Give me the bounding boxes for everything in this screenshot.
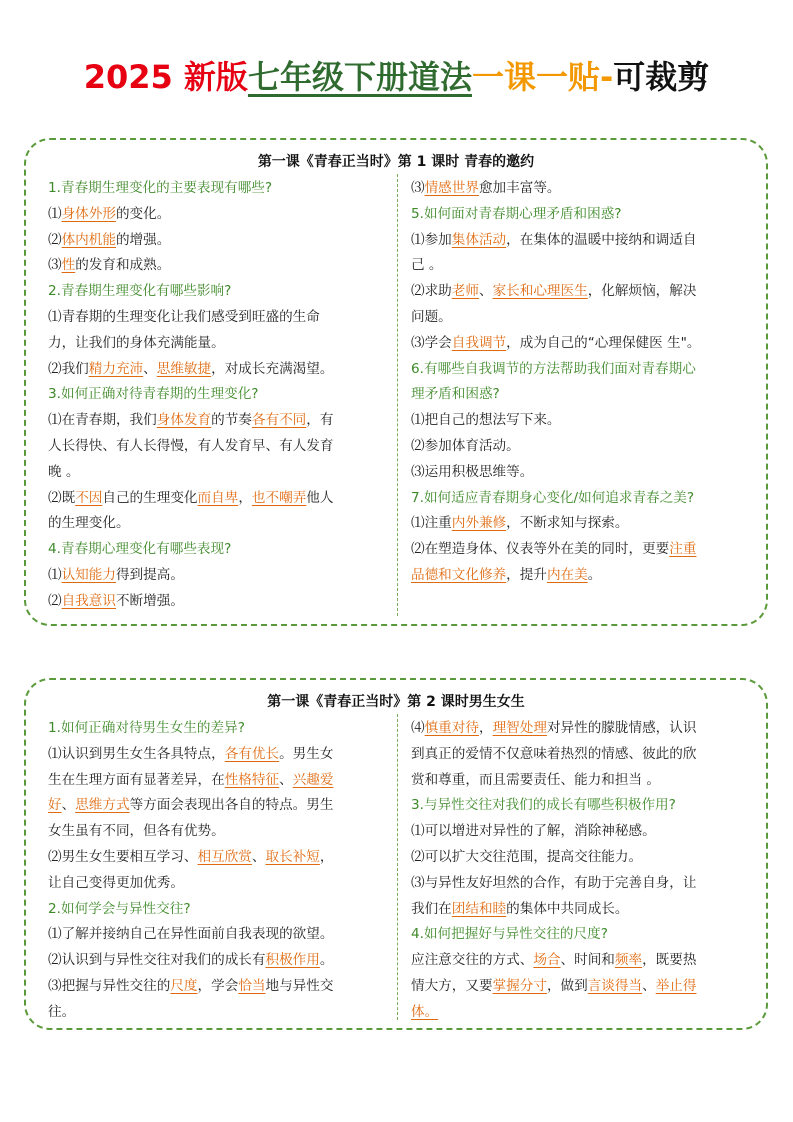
text-line (48, 1000, 398, 1026)
text-line (411, 408, 759, 434)
question-heading: 3.与异性交往对我们的成长有哪些积极作用? (411, 797, 676, 814)
text-line (411, 460, 759, 486)
key-term: 尺度 (170, 977, 198, 994)
text-segment: ，对成长充满渴望。 (211, 360, 334, 377)
text-segment: 人长得快、有人长得慢，有人发育早、有人发育 (48, 437, 334, 454)
key-term: 积极作用 (265, 952, 320, 969)
title-series: 一课一贴- (471, 58, 614, 96)
key-term: 掌握分寸 (492, 977, 547, 994)
text-line (48, 460, 398, 486)
text-segment: ，做到 (546, 977, 588, 994)
text-segment: ⑴ (48, 566, 62, 583)
key-term: 思维敏捷 (156, 360, 212, 377)
key-term: 身体外形 (61, 205, 116, 222)
key-term: 体。 (411, 1003, 439, 1020)
text-segment: 、 (279, 771, 293, 788)
text-line (48, 742, 398, 768)
text-line (411, 716, 759, 742)
text-segment: ， (319, 848, 334, 865)
text-segment: ，既要热 (642, 952, 697, 969)
text-segment: 自己的生理变化 (102, 489, 198, 506)
right-column (411, 716, 759, 1026)
text-line (48, 819, 398, 845)
text-segment: 对异性的朦胧情感，认识 (546, 720, 697, 736)
text-segment: ⑶把握与异性交往的 (48, 977, 171, 994)
text-segment: ⑶运用积极思维等。 (411, 463, 534, 480)
text-line (48, 511, 398, 537)
text-line (48, 253, 398, 279)
question-heading: 1.青春期生理变化的主要表现有哪些? (48, 180, 273, 196)
text-segment: 往。 (48, 1003, 76, 1020)
lesson-card-title: 第一课《青春正当时》第 1 课时 青春的邀约 (257, 154, 535, 170)
text-line (411, 486, 759, 512)
key-term: 认知能力 (61, 566, 116, 583)
text-segment: 应注意交往的方式、 (411, 952, 534, 969)
text-segment: ⑶与异性友好坦然的合作，有助于完善自身，让 (411, 874, 697, 891)
text-segment: 。男生女 (279, 745, 334, 762)
text-segment: 等方面会表现出各自的特点。男生 (129, 797, 334, 814)
key-term: 举止得 (655, 977, 697, 994)
key-term: 慎重对待 (424, 720, 479, 736)
text-line (48, 716, 398, 742)
text-line (48, 871, 398, 897)
text-segment: 、 (478, 283, 493, 300)
text-line (411, 922, 759, 948)
question-heading: 2.如何学会与异性交往? (48, 900, 191, 917)
key-term: 性 (61, 257, 76, 274)
text-line (48, 768, 398, 794)
text-segment: ⑴可以增进对异性的了解，消除神秘感。 (411, 823, 656, 840)
text-segment: ⑵可以扩大交往范围，提高交往能力。 (411, 848, 643, 865)
text-segment: 情大方，又要 (411, 977, 493, 994)
text-line (48, 563, 398, 589)
text-line (411, 897, 759, 923)
text-line (411, 305, 759, 331)
text-line (411, 768, 759, 794)
text-segment: ⑴青春期的生理变化让我们感受到旺盛的生命 (48, 308, 320, 325)
text-segment: 的变化。 (115, 205, 171, 222)
text-line (411, 202, 759, 228)
text-line (48, 922, 398, 948)
text-line (48, 948, 398, 974)
text-segment: ⑴了解并接纳自己在异性面前自我表现的欲望。 (48, 926, 334, 943)
left-column (48, 176, 398, 615)
text-line (48, 228, 398, 254)
text-line (48, 486, 398, 512)
text-segment: 地与异性交 (265, 977, 334, 994)
text-segment: 赏和尊重，而且需要责任、能力和担当 。 (411, 771, 661, 788)
lesson-card-title: 第一课《青春正当时》第 2 课时男生女生 (267, 694, 525, 710)
key-term: 自我调节 (451, 334, 507, 351)
text-segment: 的生理变化。 (48, 515, 130, 532)
text-segment: 、 (642, 977, 656, 994)
text-line (411, 253, 759, 279)
text-segment: 、 (61, 797, 76, 814)
key-term: 集体活动 (451, 231, 507, 248)
key-term: 自我意识 (61, 592, 116, 609)
text-segment: 不断增强。 (115, 592, 184, 609)
text-segment: ，提升 (506, 566, 547, 583)
question-heading: 7.如何适应青春期身心变化/如何追求青春之美? (411, 489, 695, 506)
text-segment: 己 。 (411, 257, 443, 274)
key-term: 好 (48, 797, 62, 814)
right-column (411, 176, 759, 589)
text-segment: 让自己变得更加优秀。 (48, 874, 184, 891)
key-term: 相互欣赏 (197, 848, 252, 865)
text-line (48, 382, 398, 408)
text-line (48, 589, 398, 615)
key-term: 品德和文化修养 (411, 566, 507, 583)
title-year-edition: 2025 新版 (83, 58, 248, 96)
text-line (411, 793, 759, 819)
key-term: 场合 (533, 952, 561, 969)
text-line (48, 434, 398, 460)
text-segment: 、时间和 (560, 952, 615, 969)
key-term: 也不嘲弄 (251, 489, 307, 506)
text-line (411, 563, 759, 589)
text-segment: 愈加丰富等。 (478, 180, 561, 196)
text-segment: 我们在 (411, 900, 452, 917)
text-segment: 的增强。 (115, 231, 171, 248)
text-segment: 晚 。 (48, 463, 80, 480)
text-line (411, 279, 759, 305)
text-line (48, 845, 398, 871)
text-segment: ⑵既 (48, 489, 76, 506)
text-line (411, 871, 759, 897)
text-segment: ， (238, 489, 252, 506)
text-segment: ⑵认识到与异性交往对我们的成长有 (48, 952, 266, 969)
text-line (411, 537, 759, 563)
question-heading: 理矛盾和困惑? (411, 386, 500, 403)
question-heading: 1.如何正确对待男生女生的差异? (48, 720, 245, 736)
key-term: 体内机能 (61, 231, 116, 248)
text-segment: ，在集体的温暖中接纳和调适自 (506, 231, 697, 248)
text-line (411, 176, 759, 202)
question-heading: 5.如何面对青春期心理矛盾和困惑? (411, 205, 622, 222)
text-line (411, 948, 759, 974)
text-line (48, 974, 398, 1000)
left-column (48, 716, 398, 1026)
question-heading: 3.如何正确对待青春期的生理变化? (48, 386, 259, 403)
text-segment: ⑵男生女生要相互学习、 (48, 848, 198, 865)
text-segment: 得到提高。 (115, 566, 184, 583)
key-term: 情感世界 (424, 180, 479, 196)
text-segment: ，成为自己的“心理保健医 生"。 (506, 334, 701, 351)
text-segment: 的发育和成熟。 (75, 257, 171, 274)
title-course: 七年级下册道法 (247, 58, 472, 96)
text-segment: ⑵ (48, 592, 62, 609)
text-segment: ⑵在塑造身体、仪表等外在美的同时，更要 (411, 541, 670, 558)
text-segment: 的集体中共同成长。 (506, 900, 629, 917)
text-line (48, 537, 398, 563)
key-term: 身体发育 (156, 412, 212, 429)
text-line (48, 176, 398, 202)
key-term: 各有优长 (224, 745, 280, 762)
text-segment: ⑶ (411, 180, 425, 196)
text-segment: 生在生理方面有显著差异，在 (48, 771, 225, 788)
text-line (48, 331, 398, 357)
text-segment: ⑴参加 (411, 231, 452, 248)
text-segment: ⑵求助 (411, 283, 452, 300)
lesson-card-2 (24, 678, 768, 1030)
question-heading: 4.青春期心理变化有哪些表现? (48, 541, 232, 558)
key-term: 性格特征 (224, 771, 280, 788)
text-line (48, 357, 398, 383)
key-term: 言谈得当 (587, 977, 643, 994)
text-segment: ⑴把自己的想法写下来。 (411, 412, 561, 429)
text-line (411, 434, 759, 460)
key-term: 兴趣爱 (292, 771, 334, 788)
text-segment: ⑴在青春期，我们 (48, 412, 157, 429)
text-line (411, 1000, 759, 1026)
text-line (411, 382, 759, 408)
text-segment: 女生虽有不同，但各有优势。 (48, 823, 225, 840)
question-heading: 4.如何把握好与异性交往的尺度? (411, 926, 608, 943)
text-segment: ⑴注重 (411, 515, 452, 532)
key-term: 各有不同 (251, 412, 307, 429)
text-segment: 、 (251, 848, 266, 865)
key-term: 注重 (669, 541, 697, 558)
text-segment: 。 (587, 566, 602, 583)
text-line (411, 742, 759, 768)
text-line (411, 228, 759, 254)
key-term: 思维方式 (75, 797, 130, 814)
key-term: 精力充沛 (88, 360, 144, 377)
key-term: 频率 (614, 952, 643, 969)
text-segment: ，化解烦恼，解决 (587, 283, 697, 300)
text-segment: 的节奏 (211, 412, 252, 429)
text-segment: 力，让我们的身体充满能量。 (48, 334, 225, 351)
key-term: 理智处理 (492, 720, 547, 736)
text-segment: ，不断求知与探索。 (506, 515, 629, 532)
text-segment: ⑴ (48, 205, 62, 222)
title-cuttable: 可裁剪 (613, 58, 710, 96)
text-line (411, 974, 759, 1000)
text-segment: ⑴认识到男生女生各具特点， (48, 745, 225, 762)
text-segment: 到真正的爱情不仅意味着热烈的情感、彼此的欣 (411, 745, 697, 762)
text-segment: ⑵我们 (48, 360, 89, 377)
text-segment: 他人 (306, 489, 334, 506)
text-segment: ⑵ (48, 231, 62, 248)
key-term: 而自卑 (197, 489, 239, 506)
text-segment: ，学会 (197, 977, 239, 994)
text-line (411, 357, 759, 383)
text-line (48, 897, 398, 923)
key-term: 内在美 (546, 566, 588, 583)
text-segment: ⑶ (48, 257, 62, 274)
question-heading: 2.青春期生理变化有哪些影响? (48, 283, 232, 300)
text-segment: 问题。 (411, 308, 452, 325)
text-segment: 、 (143, 360, 157, 377)
text-line (411, 845, 759, 871)
key-term: 恰当 (238, 977, 266, 994)
text-line (48, 279, 398, 305)
text-line (411, 819, 759, 845)
text-line (48, 408, 398, 434)
text-line (48, 793, 398, 819)
text-segment: ⑵参加体育活动。 (411, 437, 520, 454)
text-segment: ⑷ (411, 720, 425, 736)
key-term: 老师 (451, 283, 479, 300)
key-term: 内外兼修 (451, 515, 507, 532)
text-segment: ，有 (306, 412, 334, 429)
key-term: 家长和心理医生 (492, 283, 588, 300)
page-title (0, 52, 793, 98)
text-segment: ⑶学会 (411, 334, 452, 351)
text-line (48, 202, 398, 228)
question-heading: 6.有哪些自我调节的方法帮助我们面对青春期心 (411, 360, 696, 377)
key-term: 团结和睦 (451, 900, 507, 917)
key-term: 取长补短 (265, 848, 320, 865)
text-line (411, 331, 759, 357)
text-segment: 。 (319, 952, 334, 969)
lesson-card-1 (24, 138, 768, 626)
text-line (48, 305, 398, 331)
text-line (411, 511, 759, 537)
text-segment: ， (478, 720, 493, 736)
key-term: 不因 (75, 489, 103, 506)
